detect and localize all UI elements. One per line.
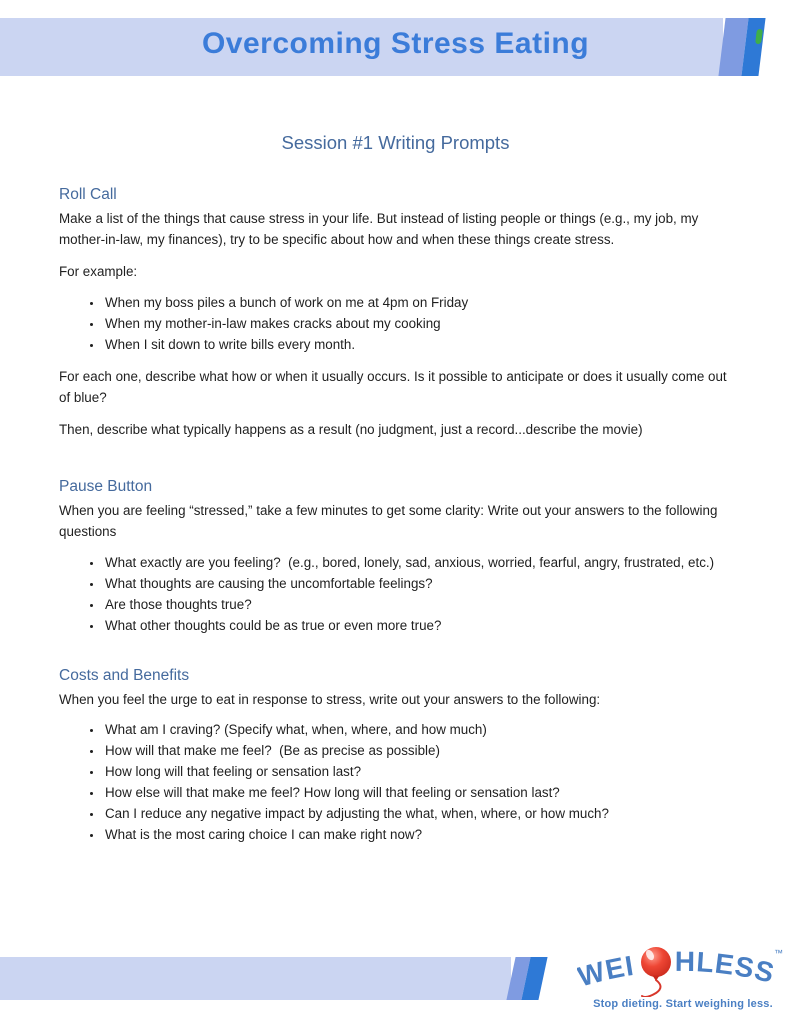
doc-title: Session #1 Writing Prompts	[281, 132, 510, 153]
balloon-string	[642, 980, 661, 997]
paragraph: Then, describe what typically happens as a result (no judgment, just a record...describe the movie)	[59, 422, 643, 437]
paragraph: When you feel the urge to eat in response to stress, write out your answers to the following:	[59, 692, 601, 707]
bullet-list	[59, 292, 732, 355]
bullet-item: • What other thoughts could be as true or even more true?	[103, 615, 732, 636]
bullet-item: • What exactly are you feeling? (e.g., bored, lonely, sad, anxious, worried, fearful, angry, frustrated, etc.)	[103, 552, 732, 573]
section-pause-button	[59, 477, 732, 636]
bullet-item: • When my mother-in-law makes cracks about my cooking	[103, 313, 732, 334]
svg-text:WEI	[577, 950, 636, 993]
bullet-item: • How will that make me feel? (Be as precise as possible)	[103, 740, 732, 761]
bullet-item: • Can I reduce any negative impact by adjusting the what, when, where, or how much?	[103, 803, 732, 824]
section-costs-and-benefits	[59, 666, 732, 845]
bullet-item: • When I sit down to write bills every month.	[103, 334, 732, 355]
bullet-item: • What thoughts are causing the uncomfortable feelings?	[103, 573, 732, 594]
bullet-item: • When my boss piles a bunch of work on me at 4pm on Friday	[103, 292, 732, 313]
section-roll-call	[59, 185, 732, 440]
document-body	[59, 120, 732, 845]
paragraph: For example:	[59, 264, 138, 279]
svg-text:HLESS	[675, 946, 778, 989]
balloon-icon	[641, 947, 671, 997]
paragraph: Make a list of the things that cause stress in your life. But instead of listing people or things (e.g., my job, my mother-in-law, my finances), try to be specific about how and when these things create stress.	[59, 211, 703, 247]
paragraph: When you are feeling “stressed,” take a few minutes to get some clarity: Write out your answers to the following questions	[59, 503, 722, 539]
bullet-item: • How else will that make me feel? How long will that feeling or sensation last?	[103, 782, 732, 803]
weighless-wordmark	[577, 941, 789, 997]
bullet-item: • Are those thoughts true?	[103, 594, 732, 615]
logo-tagline: Stop dieting. Start weighing less.	[593, 998, 773, 1010]
logo-word-right: HLESS	[674, 945, 778, 989]
section-heading: Roll Call	[59, 186, 117, 203]
page-title: Overcoming Stress Eating	[201, 27, 590, 60]
footer-band	[0, 957, 511, 1000]
section-heading: Costs and Benefits	[59, 667, 190, 684]
logo-word-left: WEI	[577, 949, 637, 993]
bullet-item: • How long will that feeling or sensation last?	[103, 761, 732, 782]
weighless-logo	[577, 941, 789, 1019]
bullet-item: • What is the most caring choice I can make right now?	[103, 824, 732, 845]
bullet-list	[59, 552, 732, 636]
trademark-symbol: ™	[774, 948, 783, 958]
paragraph: For each one, describe what how or when it usually occurs. Is it possible to anticipate or does it usually come out of blue?	[59, 369, 731, 405]
section-heading: Pause Button	[59, 478, 153, 495]
bullet-item: • What am I craving? (Specify what, when, where, and how much)	[103, 719, 732, 740]
bullet-list	[59, 719, 732, 845]
